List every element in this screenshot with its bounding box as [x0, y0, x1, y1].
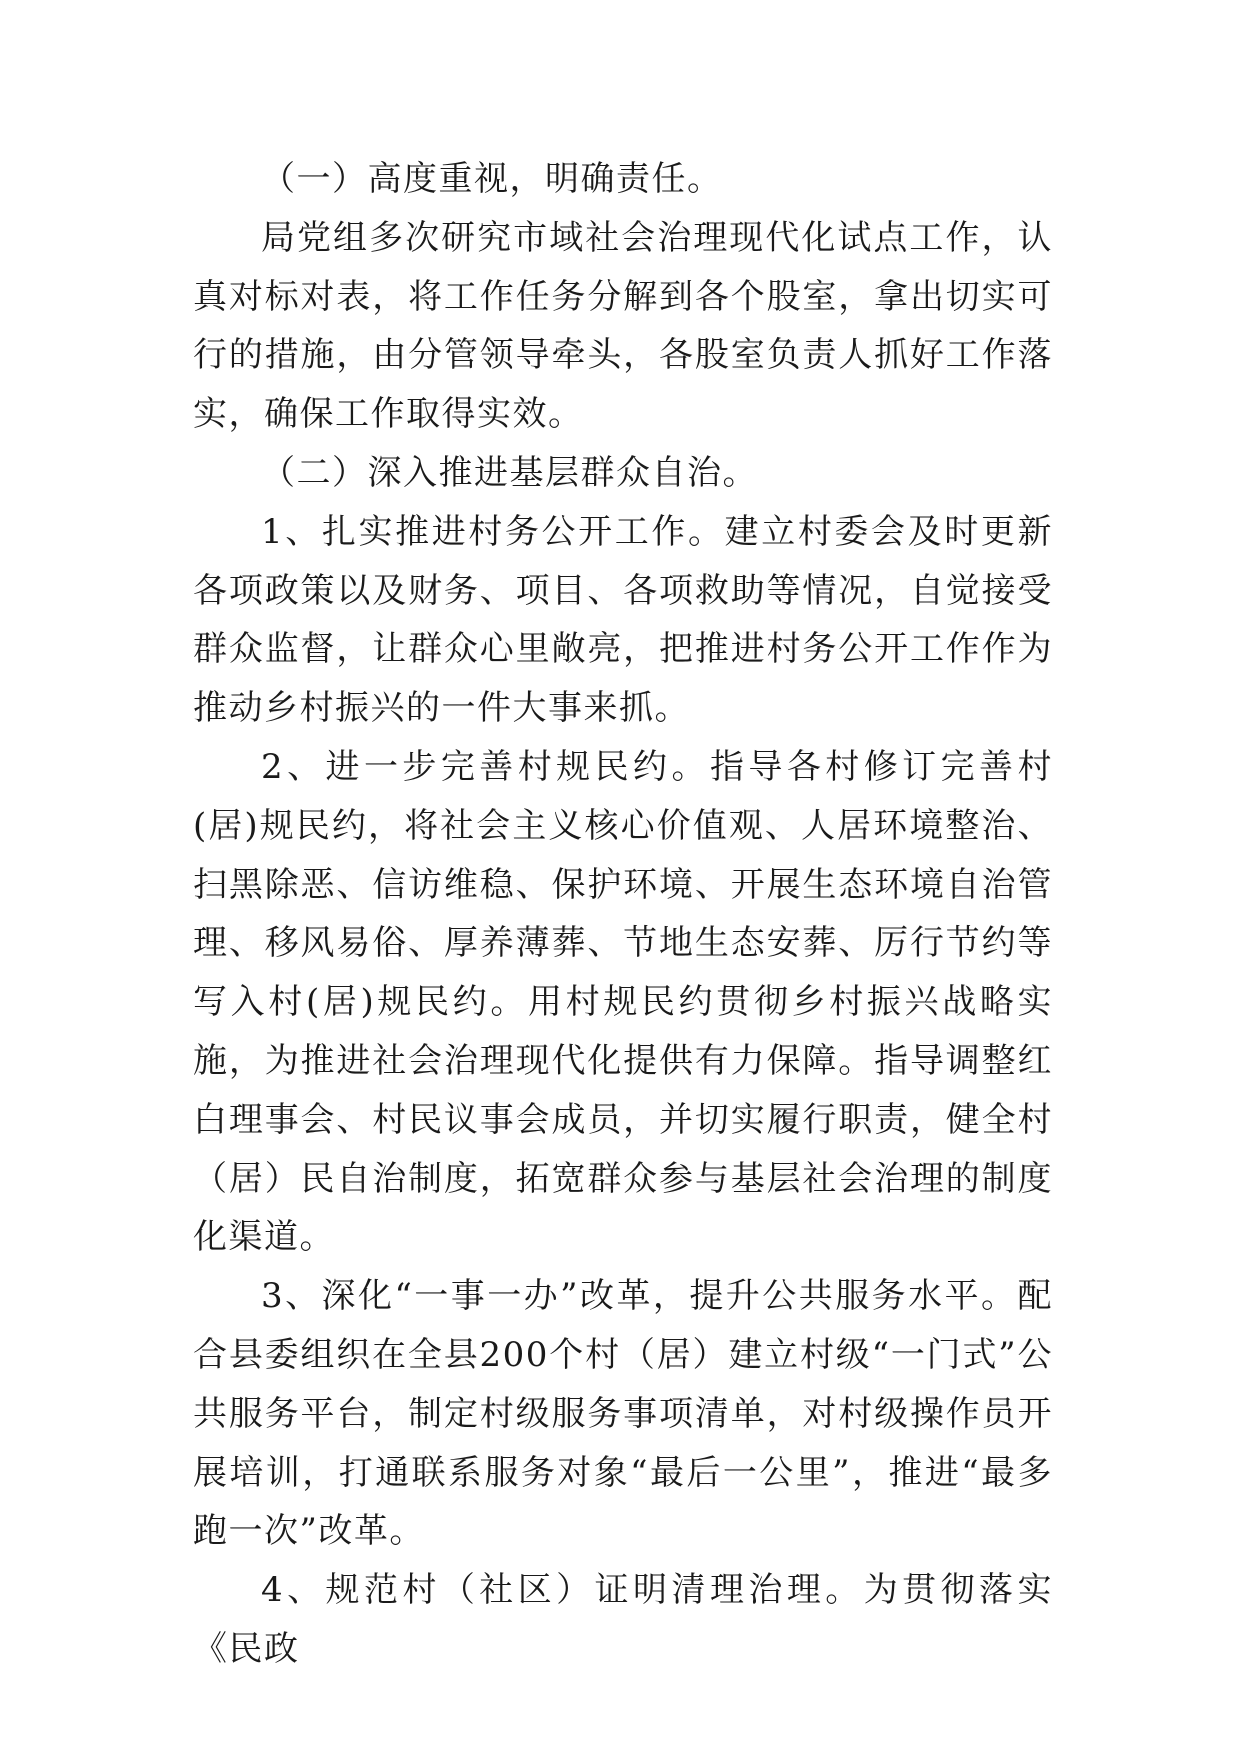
paragraph-1: 局党组多次研究市域社会治理现代化试点工作，认真对标对表，将工作任务分解到各个股室，拿出切实可行的措施，由分管领导牵头，各股室负责人抓好工作落实，确保工作取得实效。 [193, 217, 1053, 435]
section-heading-1: （一）高度重视，明确责任。 [261, 159, 723, 199]
section-heading-2: （二）深入推进基层群众自治。 [261, 452, 758, 493]
paragraph-item-3: 3、深化“一事一办”改革，提升公共服务水平。配合县委组织在全县200个村（居）建立村级“一门式”公共服务平台，制定村级服务事项清单，对村级操作员开展培训，打通联系服务对象“最后一公里”，推进“最多跑一次”改革。 [193, 1276, 1053, 1552]
document-body [193, 150, 1053, 1679]
paragraph-item-1: 1、扎实推进村务公开工作。建立村委会及时更新各项政策以及财务、项目、各项救助等情况，自觉接受群众监督，让群众心里敞亮，把推进村务公开工作作为推动乡村振兴的一件大事来抓。 [193, 511, 1053, 729]
paragraph-item-4: 4、规范村（社区）证明清理治理。为贯彻落实《民政 [193, 1570, 1053, 1669]
paragraph-item-2: 2、进一步完善村规民约。指导各村修订完善村(居)规民约，将社会主义核心价值观、人居环境整治、扫黑除恶、信访维稳、保护环境、开展生态环境自治管理、移风易俗、厚养薄葬、节地生态安葬、厉行节约等写入村(居)规民约。用村规民约贯彻乡村振兴战略实施，为推进社会治理现代化提供有力保障。指导调整红白理事会、村民议事会成员，并切实履行职责，健全村（居）民自治制度，拓宽群众参与基层社会治理的制度化渠道。 [193, 746, 1053, 1258]
